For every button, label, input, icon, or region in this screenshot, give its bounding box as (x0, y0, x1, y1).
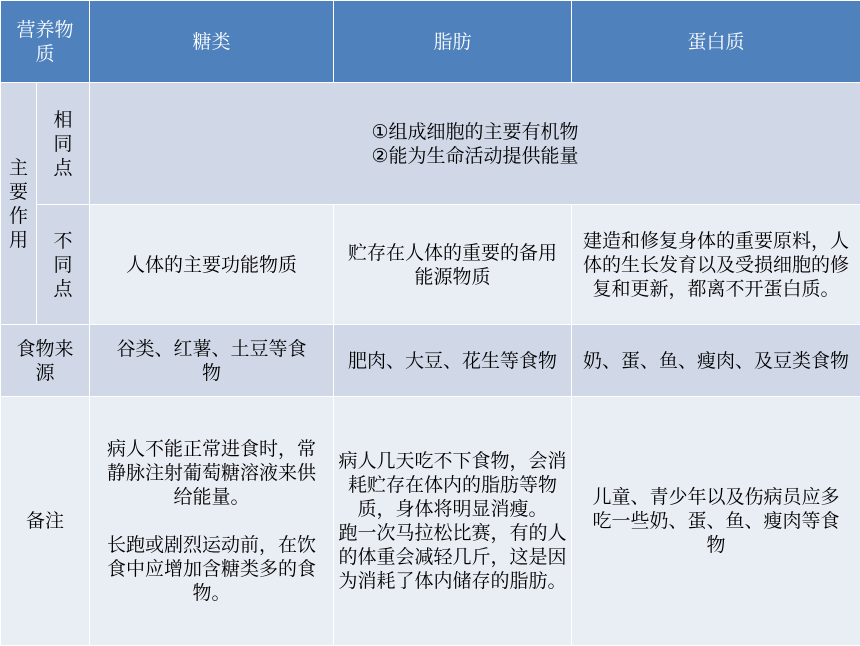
header-row (1, 1, 860, 83)
different-protein: 建造和修复身体的重要原料，人体的生长发育以及受损细胞的修复和更新，都离不开蛋白质。 (572, 205, 860, 325)
notes-fat-p1: 病人几天吃不下食物，会消耗贮存在体内的脂肪等物质，身体将明显消瘦。 (338, 449, 567, 521)
food-source-fat: 肥肉、大豆、花生等食物 (334, 325, 572, 397)
different-sugar: 人体的主要功能物质 (90, 205, 334, 325)
different-row (1, 205, 860, 325)
different-fat: 贮存在人体的重要的备用能源物质 (334, 205, 572, 325)
notes-sugar-p2: 长跑或剧烈运动前，在饮食中应增加含糖类多的食物。 (100, 533, 323, 605)
same-label-cell (37, 83, 90, 205)
header-nutrient: 营养物质 (1, 1, 90, 83)
different-label: 不同点 (51, 229, 75, 301)
notes-sugar (90, 397, 334, 646)
notes-row (1, 397, 860, 646)
notes-sugar-p1: 病人不能正常进食时，常静脉注射葡萄糖溶液来供给能量。 (100, 437, 323, 509)
header-sugar: 糖类 (90, 1, 334, 83)
different-label-cell (37, 205, 90, 325)
food-source-row (1, 325, 860, 397)
notes-label: 备注 (1, 397, 90, 646)
same-label: 相同点 (51, 108, 75, 180)
main-role-label-cell (1, 83, 37, 325)
notes-protein: 儿童、青少年以及伤病员应多吃一些奶、蛋、鱼、瘦肉等食物 (572, 397, 860, 646)
same-content (90, 83, 860, 205)
food-source-sugar: 谷类、红薯、土豆等食物 (90, 325, 334, 397)
food-source-label: 食物来源 (1, 325, 90, 397)
food-source-protein: 奶、蛋、鱼、瘦肉、及豆类食物 (572, 325, 860, 397)
header-protein: 蛋白质 (572, 1, 860, 83)
notes-fat-p2: 跑一次马拉松比赛，有的人的体重会减轻几斤，这是因为消耗了体内储存的脂肪。 (338, 521, 567, 593)
same-line-1: ①组成细胞的主要有机物 (92, 120, 858, 144)
same-line-2: ②能为生命活动提供能量 (92, 144, 858, 168)
same-row (1, 83, 860, 205)
notes-fat (334, 397, 572, 646)
main-role-label: 主要作用 (7, 156, 31, 252)
header-fat: 脂肪 (334, 1, 572, 83)
